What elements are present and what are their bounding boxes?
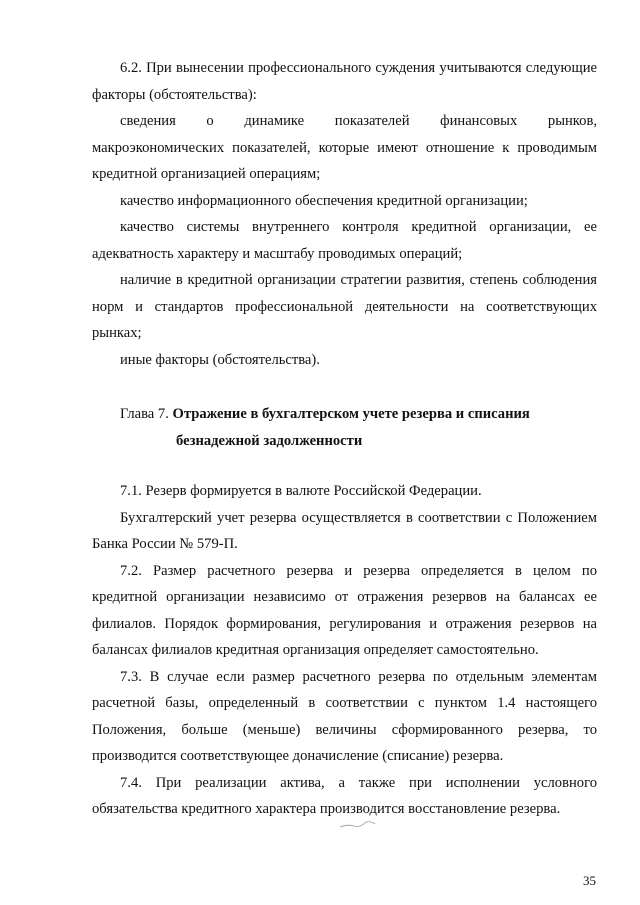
chapter-title-part1: Отражение в бухгалтерском учете резерва и списания	[172, 406, 530, 422]
scan-mark	[338, 818, 378, 832]
paragraph-7-4: 7.4. При реализации актива, а также при исполнении условного обязательства кредитного характера производится восстановление резерва.	[92, 774, 597, 817]
list-item-market-dynamics: сведения о динамике показателей финансовых рынков, макроэкономических показателей, которые имеют отношение к проводимым кредитной организацией операциям;	[92, 113, 597, 182]
paragraph-7-1: 7.1. Резерв формируется в валюте Российской Федерации.	[120, 483, 482, 499]
paragraph-6-2: 6.2. При вынесении профессионального суждения учитываются следующие факторы (обстоятельства):	[92, 60, 597, 103]
paragraph-7-3: 7.3. В случае если размер расчетного резерва по отдельным элементам расчетной базы, определенный в соответствии с пунктом 1.4 настоящего Положения, больше (меньше) величины сформированного резерва, то производится соответствующее доначисление (списание) резерва.	[92, 668, 597, 764]
paragraph-accounting: Бухгалтерский учет резерва осуществляется в соответствии с Положением Банка России № 579-П.	[92, 509, 597, 552]
chapter-title-part2: безнадежной задолженности	[176, 432, 363, 449]
list-item-other-factors: иные факторы (обстоятельства).	[120, 351, 320, 368]
chapter-heading	[92, 401, 597, 454]
chapter-heading-line1	[92, 401, 597, 428]
list-item-strategy: наличие в кредитной организации стратегии развития, степень соблюдения норм и стандартов профессиональной деятельности на соответствующих рынках;	[92, 272, 597, 341]
document-body	[92, 55, 597, 823]
chapter-label: Глава 7.	[120, 406, 173, 422]
list-item-information-quality: качество информационного обеспечения кредитной организации;	[120, 192, 528, 209]
page-number: 35	[583, 873, 596, 888]
paragraph-7-2: 7.2. Размер расчетного резерва и резерва определяется в целом по кредитной организации независимо от отражения резервов на балансах ее филиалов. Порядок формирования, регулирования и отражения резервов на балансах филиалов кредитная организация определяет самостоятельно.	[92, 562, 597, 658]
list-item-internal-control: качество системы внутреннего контроля кредитной организации, ее адекватность характеру и масштабу проводимых операций;	[92, 219, 597, 262]
